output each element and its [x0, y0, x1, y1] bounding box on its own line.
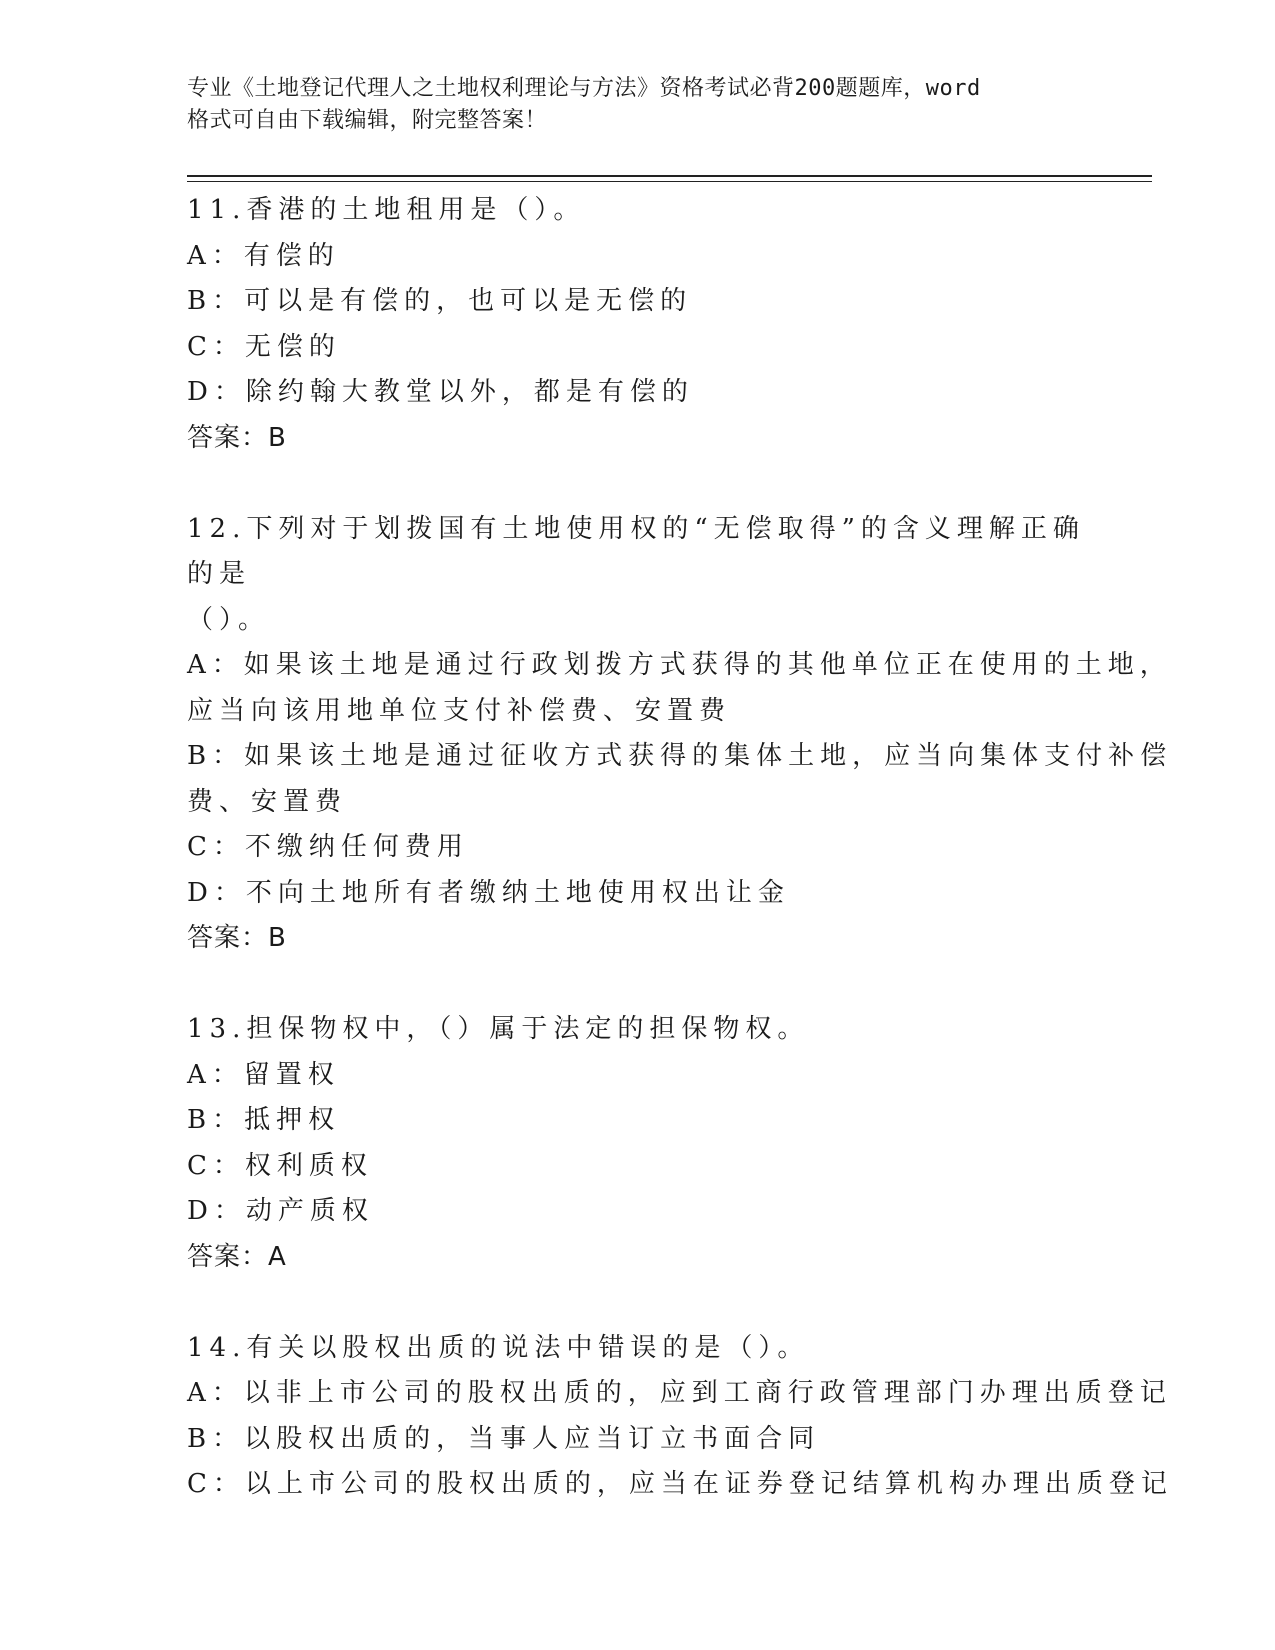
question-stem-continued: （）。	[187, 604, 271, 635]
option-b: B：可以是有偿的，也可以是无偿的	[187, 286, 693, 316]
option-d: D：动产质权	[187, 1196, 374, 1226]
question-11	[187, 188, 1087, 461]
option-a-continued: 应当向该用地单位支付补偿费、安置费	[187, 695, 732, 726]
option-a: A：如果该土地是通过行政划拨方式获得的其他单位正在使用的土地，	[187, 650, 1172, 680]
document-header	[187, 73, 1067, 137]
question-14	[187, 1326, 1173, 1508]
option-a: A：以非上市公司的股权出质的，应到工商行政管理部门办理出质登记	[187, 1378, 1172, 1408]
question-list	[187, 188, 1173, 1508]
answer-line: 答案：A	[187, 1241, 287, 1272]
header-divider-thin	[187, 181, 1152, 182]
option-b: B：抵押权	[187, 1105, 341, 1135]
header-divider-thick	[187, 175, 1152, 177]
option-c: C：不缴纳任何费用	[187, 832, 469, 862]
option-b: B：如果该土地是通过征收方式获得的集体土地，应当向集体支付补偿	[187, 741, 1173, 771]
question-stem: 13.担保物权中，（）属于法定的担保物权。	[187, 1014, 810, 1044]
question-13	[187, 1007, 1087, 1280]
answer-line: 答案：B	[187, 923, 287, 953]
question-12	[187, 507, 1173, 962]
header-line-2: 格式可自由下载编辑，附完整答案！	[187, 108, 548, 133]
option-a: A：留置权	[187, 1059, 340, 1090]
option-c: C：以上市公司的股权出质的，应当在证券登记结算机构办理出质登记	[187, 1469, 1173, 1499]
question-stem: 14.有关以股权出质的说法中错误的是（）。	[187, 1332, 810, 1363]
option-b: B：以股权出质的，当事人应当订立书面合同	[187, 1423, 821, 1454]
header-line-1: 专业《土地登记代理人之土地权利理论与方法》资格考试必背200题题库，word	[187, 76, 981, 101]
option-c: C：无偿的	[187, 331, 341, 362]
option-c: C：权利质权	[187, 1150, 373, 1181]
option-a: A：有偿的	[187, 240, 340, 271]
answer-line: 答案：B	[187, 422, 287, 453]
question-stem: 12.下列对于划拨国有土地使用权的“无偿取得”的含义理解正确的是	[187, 513, 1085, 589]
option-d: D：不向土地所有者缴纳土地使用权出让金	[187, 877, 790, 908]
option-d: D：除约翰大教堂以外，都是有偿的	[187, 377, 694, 407]
question-stem: 11.香港的土地租用是（）。	[187, 195, 586, 225]
option-b-continued: 费、安置费	[187, 786, 348, 817]
